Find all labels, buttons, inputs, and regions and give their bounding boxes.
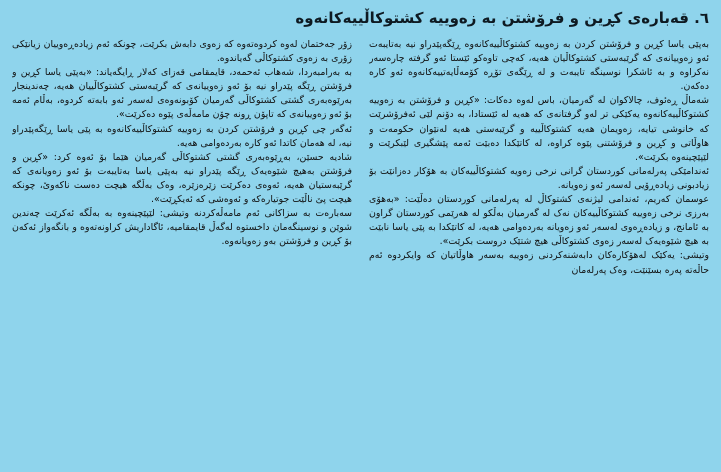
paragraph: ئەندامێکی پەرلەمانی کوردستان گرانی نرخی زەویە کشتوکاڵییەکان بە هۆکار دەزانێت بۆ زیادبونی زیادەڕۆیی لەسەر ئەو زەویانە. — [369, 165, 709, 191]
paragraph: عوسمان کەریم، ئەندامی لیژنەی کشتوکاڵ لە پەرلەمانی کوردستان دەڵێت: «بەهۆی بەرزی نرخی زەوییە کشتوکاڵییەکان نەک لە گەرمیان بەڵکو لە هەرێمی کوردستان گراون بە ئامانج، و زیادەڕەوی لەسەر ئەو زەویانە بەردەوامی هەیە، لە کاتێکدا بە پێی یاسا نابێت بە هیچ شێوەیەک لەسەر زەوی کشتوکاڵی هیچ شتێک دروست بکرێت». — [369, 194, 709, 248]
paragraph: شەماڵ ڕەئوف، چالاکوان لە گەرمیان، باس لەوە دەکات: «کڕین و فرۆشتن بە زەوییە کشتوکاڵییەکانەوە یەکێکی تر لەو گرفتانەی کە هەیە لە ئێستادا، بە دۆنم لێی ئەفرۆشرێت کە خانوشی تیایە، زەویمان هەیە کشتوکاڵییە و گرێبەستی هەیە لەنێوان حکومەت و هاوڵاتی و کڕین و فرۆشتنی پێوە کراوە، لە کاتێکدا دەبێت ئەمە پێشگیری لێبکرێت و لێپێچینەوە بکرێت». — [369, 95, 709, 163]
left-column — [12, 38, 352, 462]
article-title: ٦. قەبارەی کڕین و فرۆشتن بە زەوییە کشتوکاڵییەکانەوە — [295, 9, 709, 27]
paragraph: وتیشی: یەکێک لەهۆکارەکان دابەشنەکردنی زەوییە بەسەر هاوڵاتیان کە وایکردوە ئەم حاڵەتە پەرە بسێنێت، وەک پەرلەمان — [369, 250, 709, 276]
paragraph: بەپێی یاسا کڕین و فرۆشتن کردن بە زەوییە کشتوکاڵییەکانەوە ڕێگەپێدراو نیە بەتایبەت ئەو زەوییانەی کە گرێبەستی کشتوکاڵیان هەیە، کەچی تاوەکو ئێستا ئەو گرفتە چارەسەر نەکراوە و بە ئاشکرا نوسینگە تایبەت و لە ڕێگەی تۆڕە کۆمەڵایەتییەکانەوە ئەو کارە دەکەن. — [369, 39, 709, 93]
paragraph: ئەگەر چی کڕین و فرۆشتن کردن بە زەوییە کشتوکاڵییەکانەوە بە پێی یاسا ڕێگەپێدراو نیە، لە هەمان کاتدا ئەو کارە بەردەوامی هەیە. — [12, 123, 352, 149]
paragraph: سەبارەت بە سزاکانی ئەم مامەڵەکردنە وتیشی: لێپێچینەوە بە بەڵگە ئەکرێت چەندین شوێن و نوسینگەمان داخستوە لەگەڵ قایمقامیە، ئاگاداریش کراونەتەوە و بانگەواز ئەکەن بۆ کڕین و فرۆشتن بەو زەویانەوە. — [12, 208, 352, 248]
paragraph: شادیە حسێن، بەڕێوەبەری گشتی کشتوکاڵی گەرمیان هێما بۆ ئەوە کرد: «کڕین و فرۆشتن بەهیچ شێوەیەک ڕێگە پێدراو نیە بەپێی یاسا بەتایبەت بۆ ئەو زەویانەی کە گرێبەستیان هەیە، ئەوەی دەکرێت زێرەزێرە، وەک بەڵگە هیچت دەست ناکەوێ، چونکە هیچت پێ ناڵێت جوتیارەکە و ئەوەشی کە ئەیکڕێت». — [12, 151, 352, 206]
paragraph: بە بەرامبەردا، شەهاب ئەحمەد، قایمقامی قەزای کەلار ڕایگەیاند: «بەپێی یاسا کڕین و فرۆشتن ڕێگە پێدراو نیە بۆ ئەو زەوییانەی کە گرێبەستی کشتوکاڵییان هەیە، چەندینجار بەرێوەبەری گشتی کشتوکاڵی گەرمیان کۆبونەوەی لەسەر ئەو بابەتە کردوە، بەڵام ئەمە بۆ ئەو زەوییانەی کە تاپۆن ڕونە چۆن مامەڵەی پێوە دەکرێت». — [12, 67, 352, 121]
paragraph: زۆر جەختمان لەوە کردوەتەوە کە زەوی دابەش بکرێت، چونکە ئەم زیادەڕەوییان زیانێکی زۆری بە زەوی کشتوکاڵی گەیاندوە. — [12, 39, 352, 65]
right-column — [369, 38, 709, 462]
